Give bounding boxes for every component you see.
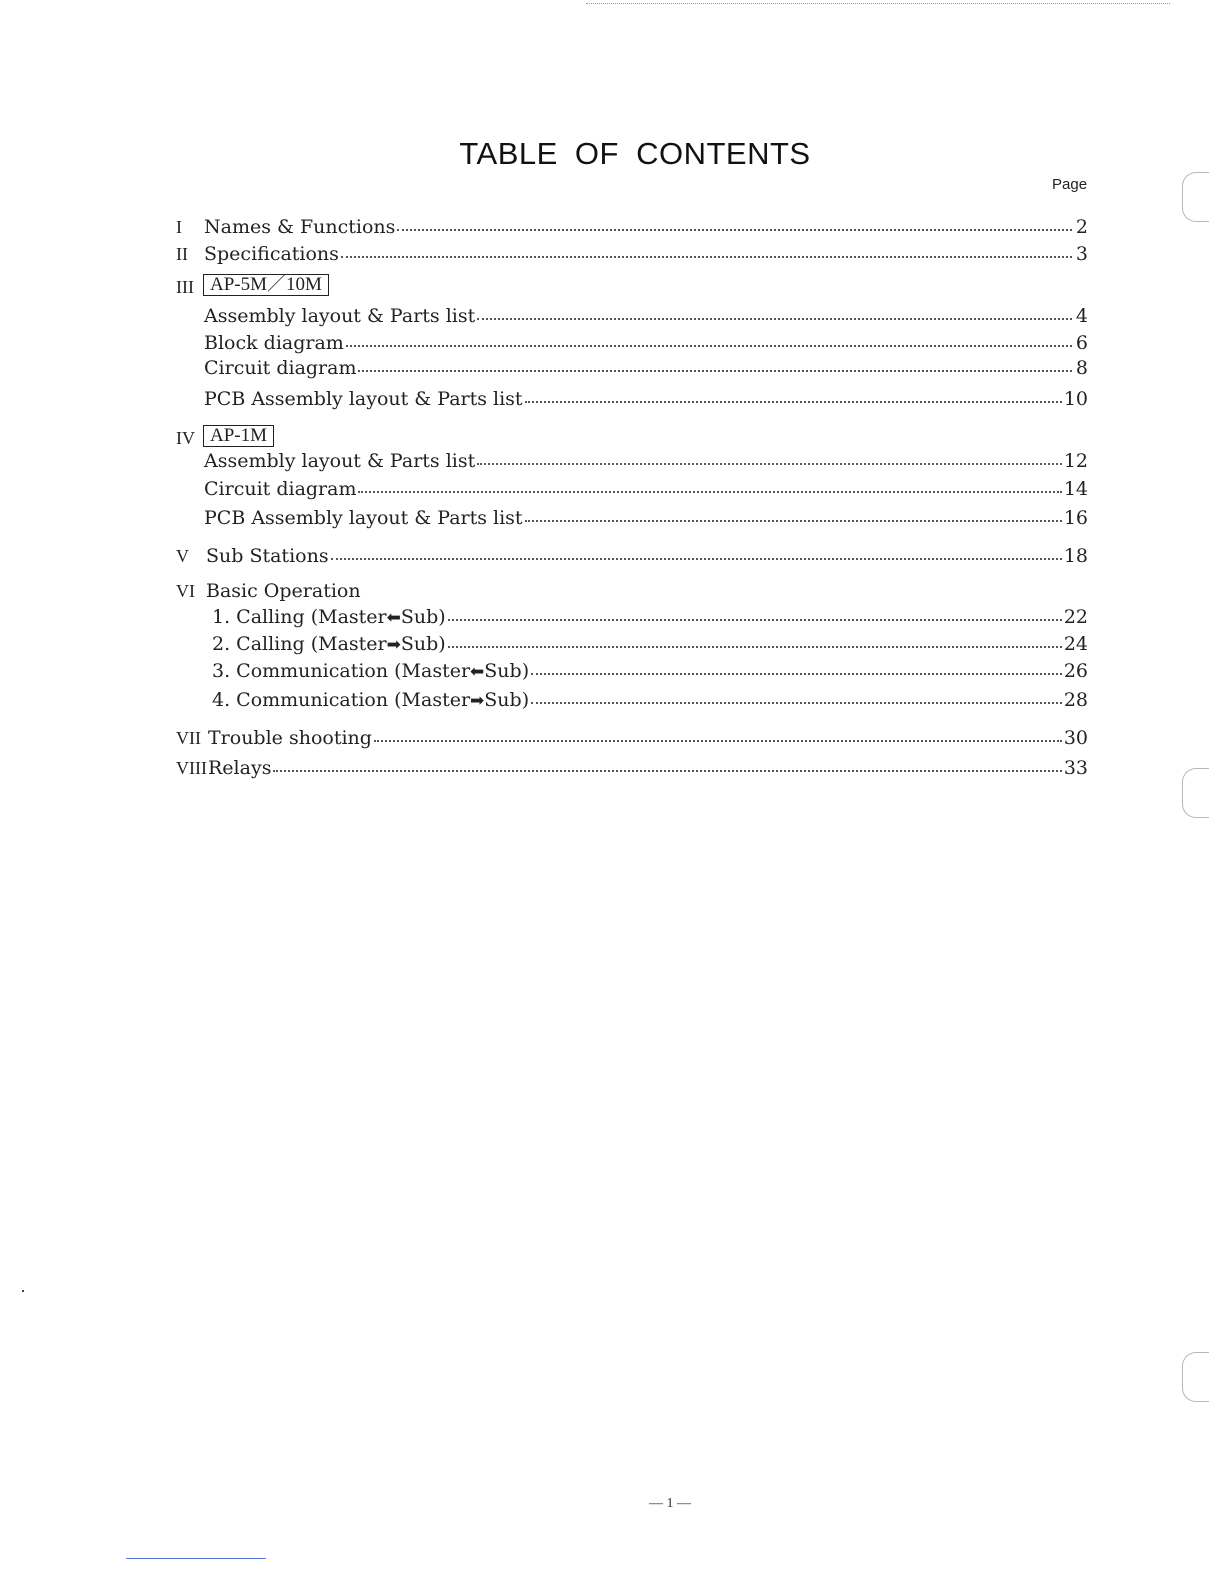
entry-label: 3. Communication (Master	[212, 660, 471, 682]
dot-leader	[346, 344, 1072, 347]
entry-label: Relays	[208, 757, 272, 779]
page-column-label: Page	[1052, 176, 1088, 193]
entry-page: 14	[1063, 478, 1088, 500]
entry-label-end: Sub)	[484, 660, 530, 682]
dot-leader	[374, 739, 1062, 742]
entry-label: Specifications	[204, 243, 339, 265]
entry-label-end: Sub)	[484, 689, 530, 711]
entry-label-end: Sub)	[400, 633, 446, 655]
toc-entry[interactable]	[0, 755, 1088, 781]
section-number: VIII	[176, 758, 207, 778]
arrow-left-icon: ⬅	[386, 608, 401, 628]
entry-label: Assembly layout & Parts list	[204, 450, 476, 472]
dot-leader	[525, 519, 1062, 522]
dot-leader	[531, 701, 1062, 704]
toc-entry[interactable]	[0, 476, 1088, 502]
dot-leader	[477, 462, 1062, 465]
entry-label: Assembly layout & Parts list	[204, 305, 476, 327]
dot-leader	[358, 490, 1061, 493]
entry-label: Circuit diagram	[204, 357, 357, 379]
dot-leader	[531, 672, 1062, 675]
dot-leader	[397, 228, 1072, 231]
toc-section-header[interactable]	[0, 578, 1088, 604]
arrow-right-icon: ➡	[470, 691, 485, 711]
toc-entry[interactable]	[0, 543, 1088, 569]
entry-label: 4. Communication (Master	[212, 689, 471, 711]
entry-page: 2	[1075, 216, 1088, 238]
scan-edge-line	[586, 3, 1170, 4]
page-title: TABLE OF CONTENTS	[459, 136, 811, 171]
toc-entry[interactable]	[0, 687, 1088, 713]
scan-edge-line	[126, 1558, 266, 1559]
entry-label: Block diagram	[204, 332, 344, 354]
entry-page: 22	[1063, 606, 1088, 628]
entry-page: 33	[1063, 757, 1088, 779]
binder-hole-mark	[1182, 1352, 1209, 1402]
binder-hole-mark	[1182, 768, 1209, 818]
dot-leader	[448, 618, 1062, 621]
section-number: VII	[176, 728, 201, 748]
entry-page: 28	[1063, 689, 1088, 711]
scan-speck	[22, 1290, 24, 1292]
toc-entry[interactable]	[0, 725, 1088, 751]
toc-entry[interactable]	[0, 448, 1088, 474]
dot-leader	[341, 255, 1072, 258]
entry-page: 24	[1063, 633, 1088, 655]
entry-page: 12	[1063, 450, 1088, 472]
entry-label: Names & Functions	[204, 216, 396, 238]
entry-label: Sub Stations	[206, 545, 329, 567]
toc-entry[interactable]	[0, 658, 1088, 684]
section-number: III	[176, 277, 194, 297]
toc-entry[interactable]	[0, 604, 1088, 630]
dot-leader	[477, 317, 1072, 320]
toc-entry[interactable]	[0, 241, 1088, 267]
toc-entry[interactable]	[0, 631, 1088, 657]
model-box: AP-1M	[203, 425, 274, 447]
entry-label-end: Sub)	[400, 606, 446, 628]
entry-label: PCB Assembly layout & Parts list	[204, 507, 523, 529]
toc-entry[interactable]	[0, 505, 1088, 531]
section-number: VI	[176, 581, 195, 601]
entry-page: 6	[1075, 332, 1088, 354]
entry-label: Circuit diagram	[204, 478, 357, 500]
page-footer-number: — 1 —	[649, 1496, 691, 1511]
toc-entry[interactable]	[0, 303, 1088, 329]
entry-page: 26	[1063, 660, 1088, 682]
entry-page: 4	[1075, 305, 1088, 327]
entry-page: 10	[1063, 388, 1088, 410]
dot-leader	[358, 369, 1072, 372]
dot-leader	[273, 769, 1061, 772]
section-number: II	[176, 244, 188, 264]
toc-section-header[interactable]	[0, 274, 1088, 300]
toc-entry[interactable]	[0, 330, 1088, 356]
dot-leader	[448, 645, 1062, 648]
dot-leader	[331, 557, 1062, 560]
entry-page: 30	[1063, 727, 1088, 749]
section-number: V	[176, 546, 189, 566]
entry-label: PCB Assembly layout & Parts list	[204, 388, 523, 410]
entry-page: 8	[1075, 357, 1088, 379]
entry-page: 16	[1063, 507, 1088, 529]
entry-page: 3	[1075, 243, 1088, 265]
entry-page: 18	[1063, 545, 1088, 567]
dot-leader	[525, 400, 1062, 403]
entry-label: 1. Calling (Master	[212, 606, 387, 628]
arrow-right-icon: ➡	[386, 635, 401, 655]
entry-label: Trouble shooting	[208, 727, 372, 749]
entry-label: Basic Operation	[206, 580, 361, 602]
toc-entry[interactable]	[0, 355, 1088, 381]
section-number: IV	[176, 428, 195, 448]
section-number: I	[176, 217, 182, 237]
toc-entry[interactable]	[0, 214, 1088, 240]
model-box: AP-5M／10M	[203, 274, 329, 296]
toc-entry[interactable]	[0, 386, 1088, 412]
arrow-left-icon: ⬅	[470, 662, 485, 682]
entry-label: 2. Calling (Master	[212, 633, 387, 655]
binder-hole-mark	[1182, 172, 1209, 222]
